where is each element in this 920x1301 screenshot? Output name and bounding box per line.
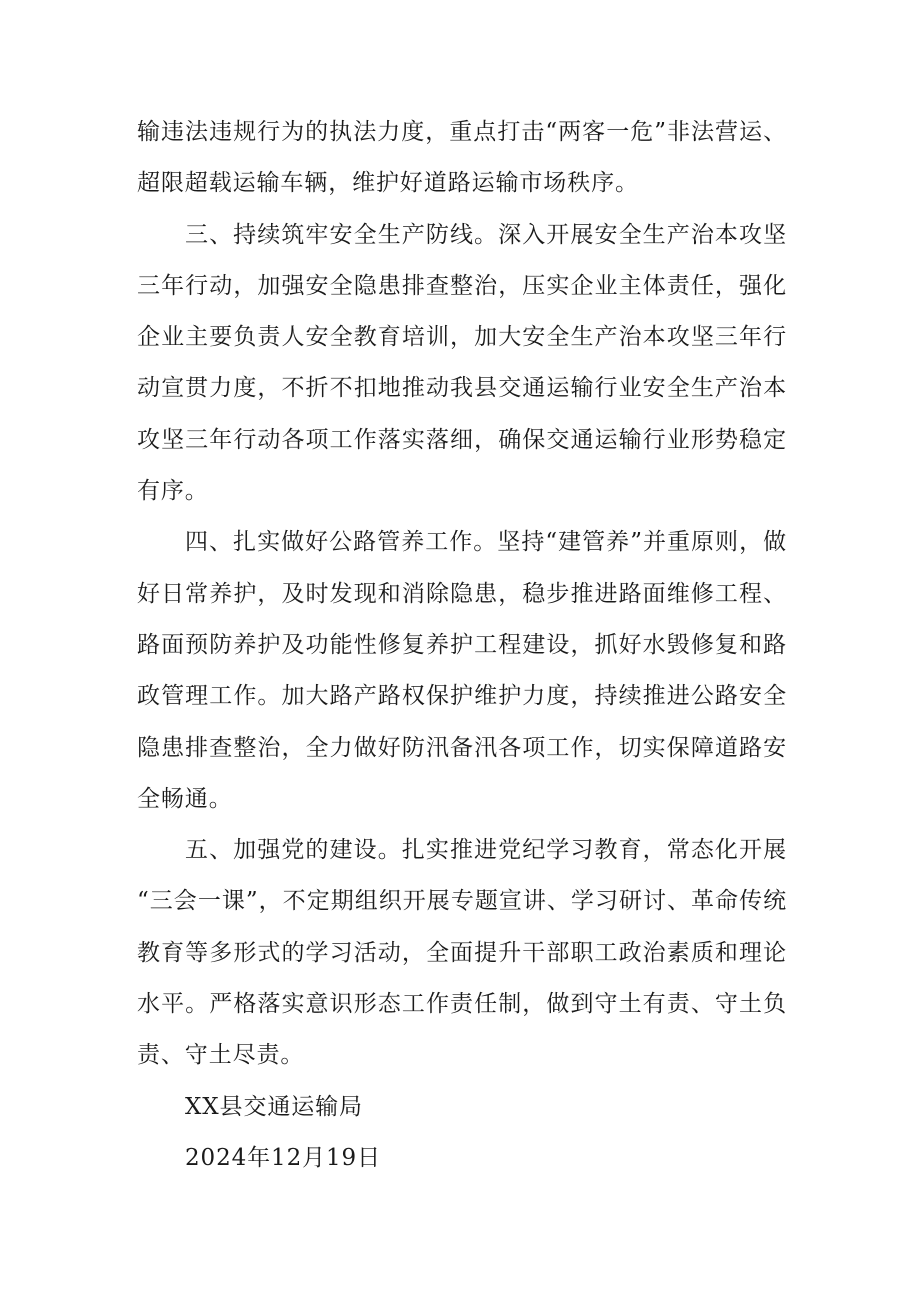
signature-organization: XX县交通运输局 <box>185 1093 363 1120</box>
paragraph-party-building: 五、加强党的建设。扎实推进党纪学习教育，常态化开展“三会一课”，不定期组织开展专题宣讲、学习研讨、革命传统教育等多形式的学习活动，全面提升干部职工政治素质和理论水平。严格落实意识形态工作责任制，做到守土有责、守土负责、守土尽责。 <box>137 837 787 1069</box>
paragraph-road-maintenance: 四、扎实做好公路管养工作。坚持“建管养”并重原则，做好日常养护，及时发现和消除隐患，稳步推进路面维修工程、路面预防养护及功能性修复养护工程建设，抓好水毁修复和路政管理工作。加大路产路权保护维护力度，持续推进公路安全隐患排查整治，全力做好防汛备汛各项工作，切实保障道路安全畅通。 <box>137 529 787 812</box>
signature-date: 2024年12月19日 <box>185 1144 381 1171</box>
paragraph-continuation: 输违法违规行为的执法力度，重点打击“两客一危”非法营运、超限超载运输车辆，维护好道路运输市场秩序。 <box>137 119 787 197</box>
document-body <box>137 107 787 1184</box>
paragraph-safety-production: 三、持续筑牢安全生产防线。深入开展安全生产治本攻坚三年行动，加强安全隐患排查整治，压实企业主体责任，强化企业主要负责人安全教育培训，加大安全生产治本攻坚三年行动宣贯力度，不折不扣地推动我县交通运输行业安全生产治本攻坚三年行动各项工作落实落细，确保交通运输行业形势稳定有序。 <box>137 221 787 505</box>
